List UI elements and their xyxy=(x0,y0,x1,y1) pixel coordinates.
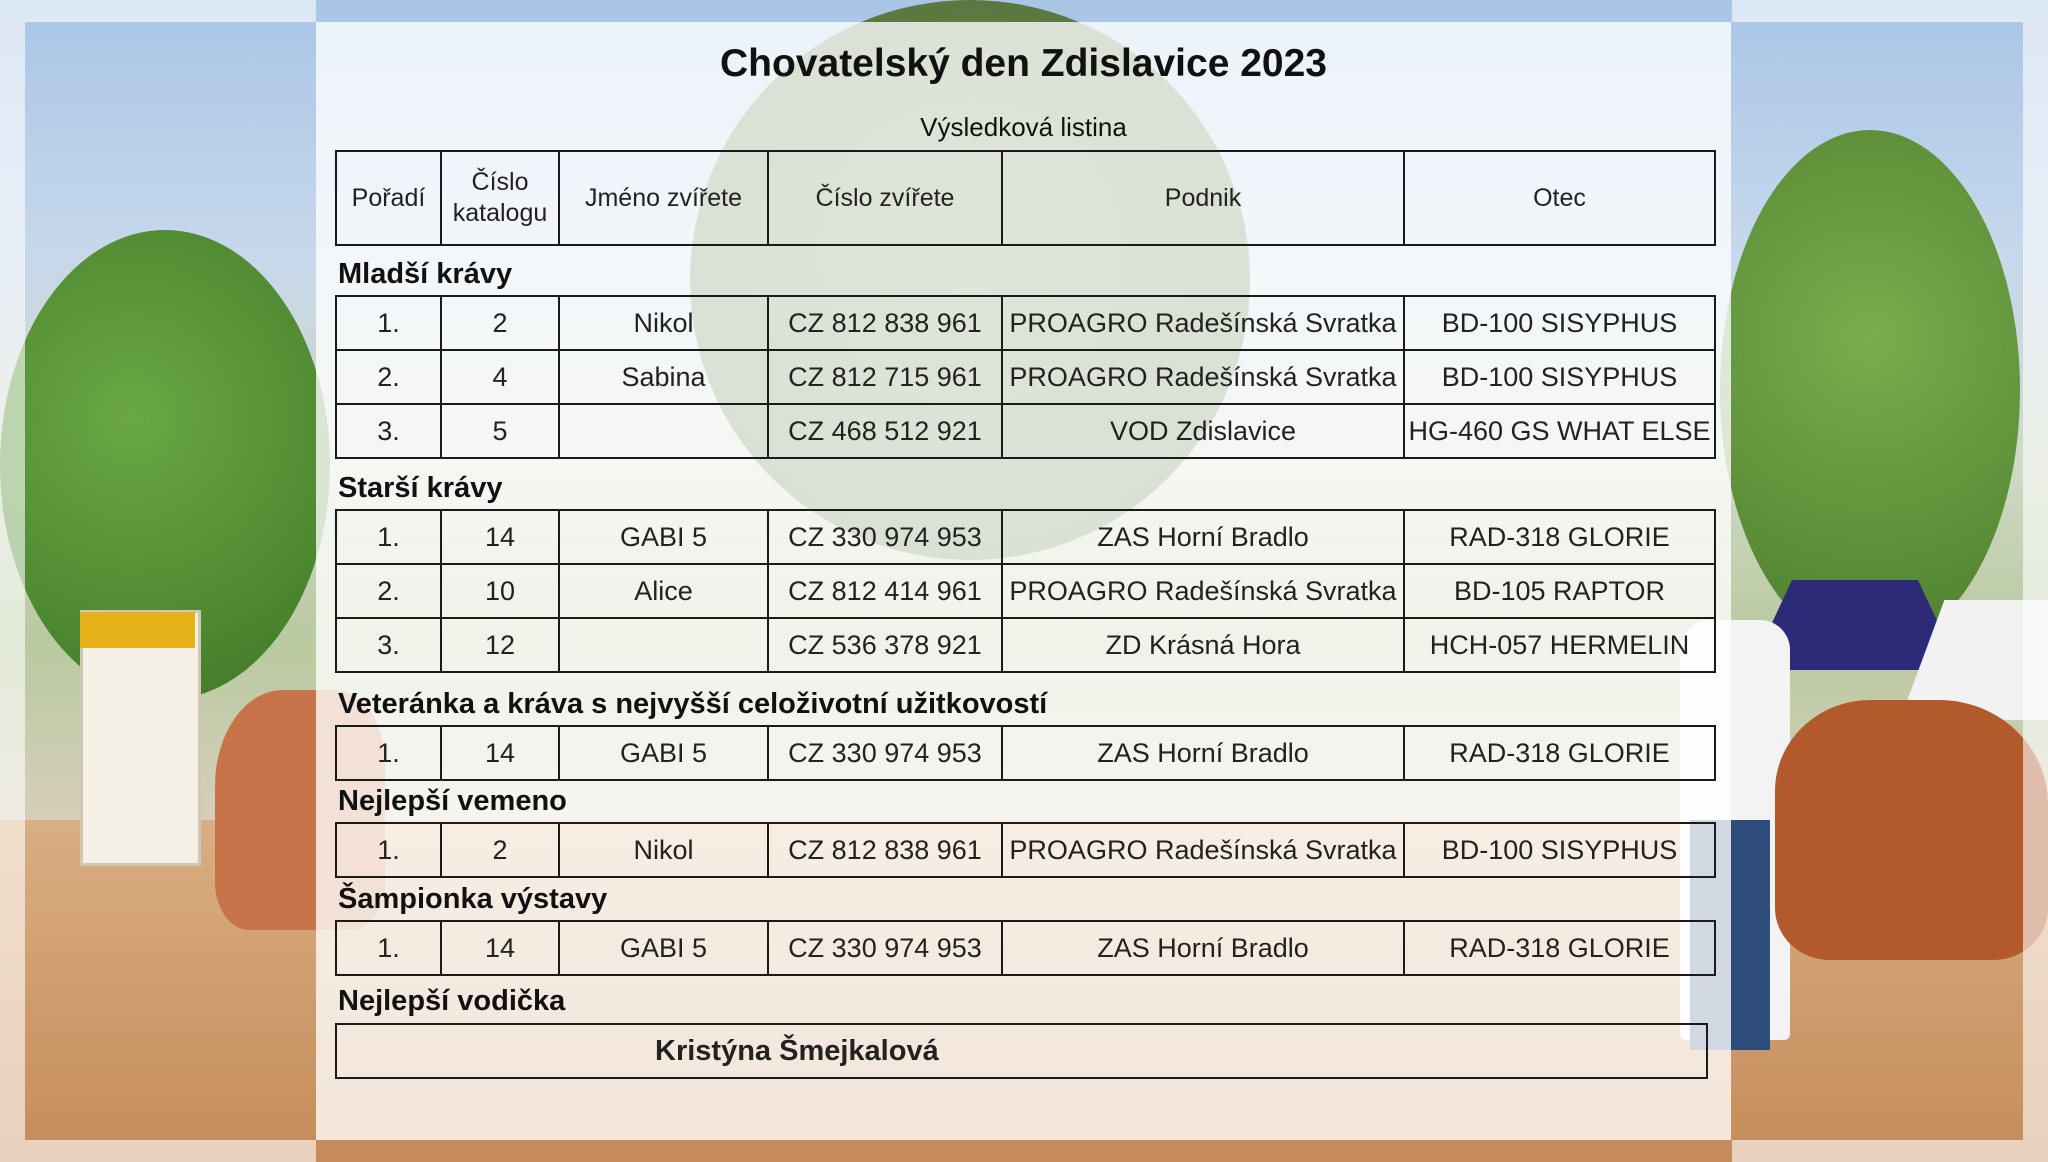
cell-animal-name xyxy=(559,618,768,672)
cell-catalog-number: 14 xyxy=(441,510,559,564)
cell-sire: BD-100 SISYPHUS xyxy=(1404,350,1715,404)
cell-catalog-number: 4 xyxy=(441,350,559,404)
table-header xyxy=(335,150,1716,246)
section-title: Starší krávy xyxy=(338,472,503,504)
cell-animal-name: Sabina xyxy=(559,350,768,404)
cell-farm: PROAGRO Radešínská Svratka xyxy=(1002,296,1404,350)
cell-farm: PROAGRO Radešínská Svratka xyxy=(1002,350,1404,404)
cell-sire: BD-105 RAPTOR xyxy=(1404,564,1715,618)
section-title: Šampionka výstavy xyxy=(338,883,608,915)
cell-farm: ZD Krásná Hora xyxy=(1002,618,1404,672)
column-header-catalog-number: Číslo katalogu xyxy=(441,151,559,245)
cell-sire: RAD-318 GLORIE xyxy=(1404,726,1715,780)
cell-sire: BD-100 SISYPHUS xyxy=(1404,823,1715,877)
column-header-sire: Otec xyxy=(1404,151,1715,245)
table-row xyxy=(336,823,1715,877)
cell-animal-name: GABI 5 xyxy=(559,726,768,780)
cell-animal-number: CZ 812 838 961 xyxy=(768,296,1002,350)
column-header-farm: Podnik xyxy=(1002,151,1404,245)
column-header-rank: Pořadí xyxy=(336,151,441,245)
header-row xyxy=(336,151,1715,245)
column-header-animal-name: Jméno zvířete xyxy=(559,151,768,245)
cell-animal-number: CZ 468 512 921 xyxy=(768,404,1002,458)
page-subtitle: Výsledková listina xyxy=(920,112,1127,142)
column-header-animal-number: Číslo zvířete xyxy=(768,151,1002,245)
cell-sire: HCH-057 HERMELIN xyxy=(1404,618,1715,672)
cell-animal-number: CZ 330 974 953 xyxy=(768,921,1002,975)
cell-catalog-number: 14 xyxy=(441,921,559,975)
table-row xyxy=(336,726,1715,780)
cell-animal-name: Nikol xyxy=(559,296,768,350)
section-title-best-handler: Nejlepší vodička xyxy=(338,985,566,1017)
cell-rank: 3. xyxy=(336,404,441,458)
cell-rank: 3. xyxy=(336,618,441,672)
cell-farm: PROAGRO Radešínská Svratka xyxy=(1002,823,1404,877)
results-table xyxy=(335,509,1716,673)
cell-animal-name xyxy=(559,404,768,458)
cell-rank: 1. xyxy=(336,921,441,975)
page-title: Chovatelský den Zdislavice 2023 xyxy=(720,42,1327,85)
table-row xyxy=(336,296,1715,350)
cell-animal-number: CZ 536 378 921 xyxy=(768,618,1002,672)
results-table xyxy=(335,295,1716,459)
results-table xyxy=(335,822,1716,878)
cell-catalog-number: 2 xyxy=(441,296,559,350)
table-row xyxy=(336,564,1715,618)
cell-farm: PROAGRO Radešínská Svratka xyxy=(1002,564,1404,618)
cell-sire: BD-100 SISYPHUS xyxy=(1404,296,1715,350)
table-row xyxy=(336,350,1715,404)
cell-catalog-number: 14 xyxy=(441,726,559,780)
cell-rank: 1. xyxy=(336,510,441,564)
results-table xyxy=(335,920,1716,976)
cell-sire: RAD-318 GLORIE xyxy=(1404,510,1715,564)
cell-catalog-number: 12 xyxy=(441,618,559,672)
section-title: Veteránka a kráva s nejvyšší celoživotní užitkovostí xyxy=(338,688,1048,720)
cell-animal-name: Alice xyxy=(559,564,768,618)
cell-sire: RAD-318 GLORIE xyxy=(1404,921,1715,975)
results-table xyxy=(335,725,1716,781)
table-row xyxy=(336,921,1715,975)
section-title: Mladší krávy xyxy=(338,258,513,290)
cell-catalog-number: 2 xyxy=(441,823,559,877)
cell-animal-number: CZ 812 414 961 xyxy=(768,564,1002,618)
cell-rank: 1. xyxy=(336,726,441,780)
cell-animal-name: GABI 5 xyxy=(559,921,768,975)
table-row xyxy=(336,404,1715,458)
cell-animal-number: CZ 812 715 961 xyxy=(768,350,1002,404)
cell-sire: HG-460 GS WHAT ELSE xyxy=(1404,404,1715,458)
best-handler-box xyxy=(335,1023,1708,1079)
cell-farm: VOD Zdislavice xyxy=(1002,404,1404,458)
cell-rank: 1. xyxy=(336,296,441,350)
cell-animal-number: CZ 812 838 961 xyxy=(768,823,1002,877)
cell-animal-name: GABI 5 xyxy=(559,510,768,564)
cell-catalog-number: 5 xyxy=(441,404,559,458)
cell-rank: 2. xyxy=(336,564,441,618)
section-title: Nejlepší vemeno xyxy=(338,785,567,817)
cell-rank: 2. xyxy=(336,350,441,404)
cell-animal-number: CZ 330 974 953 xyxy=(768,726,1002,780)
cell-farm: ZAS Horní Bradlo xyxy=(1002,726,1404,780)
table-row xyxy=(336,618,1715,672)
cell-farm: ZAS Horní Bradlo xyxy=(1002,921,1404,975)
cell-animal-name: Nikol xyxy=(559,823,768,877)
cell-rank: 1. xyxy=(336,823,441,877)
best-handler-value: Kristýna Šmejkalová xyxy=(655,1035,939,1067)
cell-farm: ZAS Horní Bradlo xyxy=(1002,510,1404,564)
table-row xyxy=(336,510,1715,564)
cell-catalog-number: 10 xyxy=(441,564,559,618)
cell-animal-number: CZ 330 974 953 xyxy=(768,510,1002,564)
